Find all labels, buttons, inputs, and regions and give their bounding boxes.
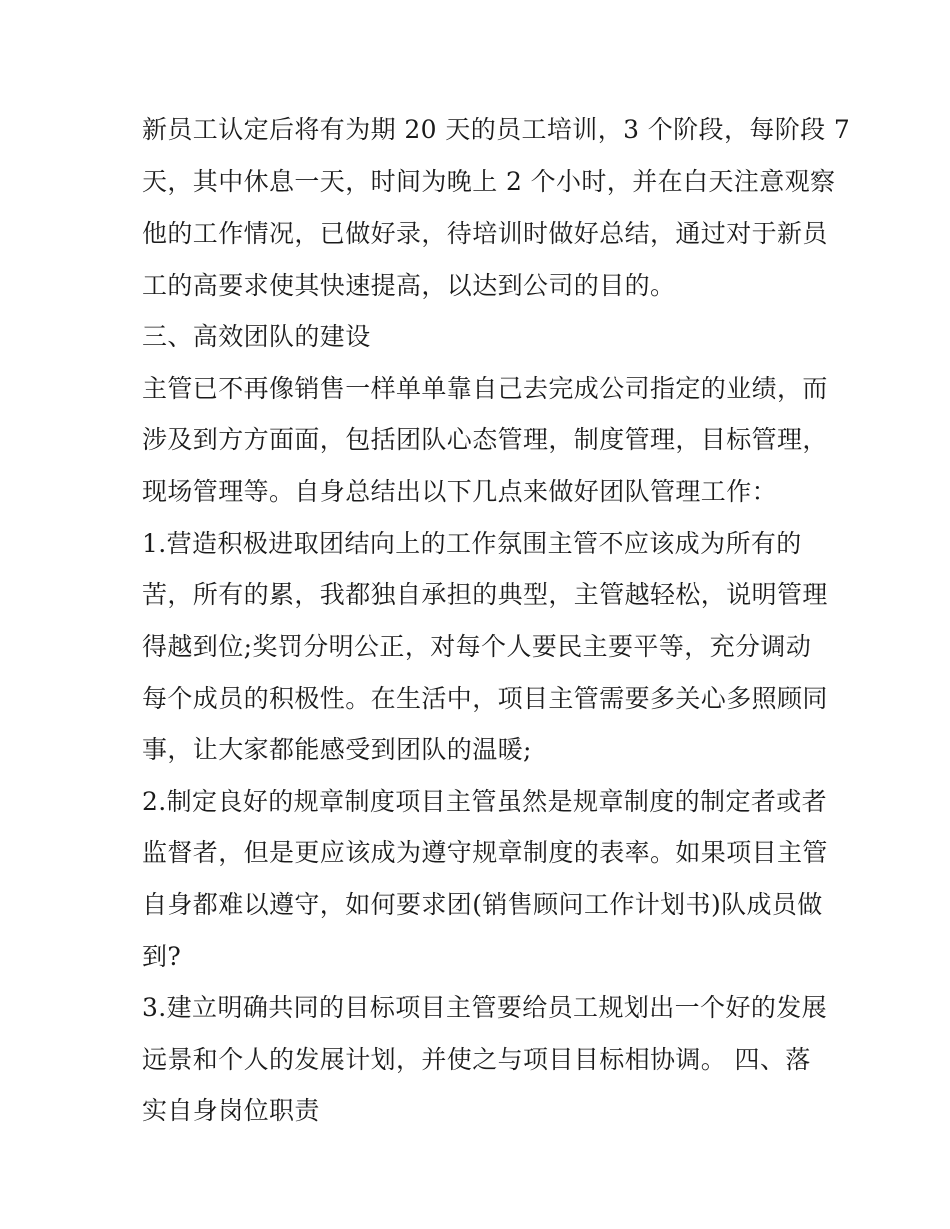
- text-line: 新员工认定后将有为期 20 天的员工培训，3 个阶段，每阶段 7: [142, 115, 851, 144]
- section-heading: 三、高效团队的建设: [142, 322, 371, 351]
- text-line: 天，其中休息一天，时间为晚上 2 个小时，并在白天注意观察: [142, 167, 836, 196]
- text-line: 自身都难以遵守，如何要求团(销售顾问工作计划书)队成员做: [142, 890, 823, 919]
- text-line: 远景和个人的发展计划，并使之与项目目标相协调。 四、落: [142, 1045, 811, 1074]
- list-item-line: 3.建立明确共同的目标项目主管要给员工规划出一个好的发展: [142, 993, 828, 1022]
- text-line: 主管已不再像销售一样单单靠自己去完成公司指定的业绩，而: [142, 374, 828, 403]
- text-line: 涉及到方方面面，包括团队心态管理，制度管理，目标管理，: [142, 425, 828, 454]
- text-line: 苦，所有的累，我都独自承担的典型，主管越轻松，说明管理: [142, 580, 828, 609]
- text-line: 工的高要求使其快速提高，以达到公司的目的。: [142, 271, 676, 300]
- text-line: 监督者，但是更应该成为遵守规章制度的表率。如果项目主管: [142, 838, 828, 867]
- text-line: 得越到位;奖罚分明公正，对每个人要民主要平等，充分调动: [142, 632, 812, 661]
- text-line: 现场管理等。自身总结出以下几点来做好团队管理工作：: [142, 477, 778, 506]
- text-line: 他的工作情况，已做好录，待培训时做好总结，通过对于新员: [142, 219, 828, 248]
- list-item-line: 1.营造积极进取团结向上的工作氛围主管不应该成为所有的: [142, 529, 802, 558]
- text-line: 事，让大家都能感受到团队的温暖;: [142, 735, 532, 764]
- text-line: 到?: [142, 942, 182, 971]
- text-line: 每个成员的积极性。在生活中，项目主管需要多关心多照顾同: [142, 684, 828, 713]
- text-line: 实自身岗位职责: [142, 1096, 320, 1125]
- list-item-line: 2.制定良好的规章制度项目主管虽然是规章制度的制定者或者: [142, 787, 828, 816]
